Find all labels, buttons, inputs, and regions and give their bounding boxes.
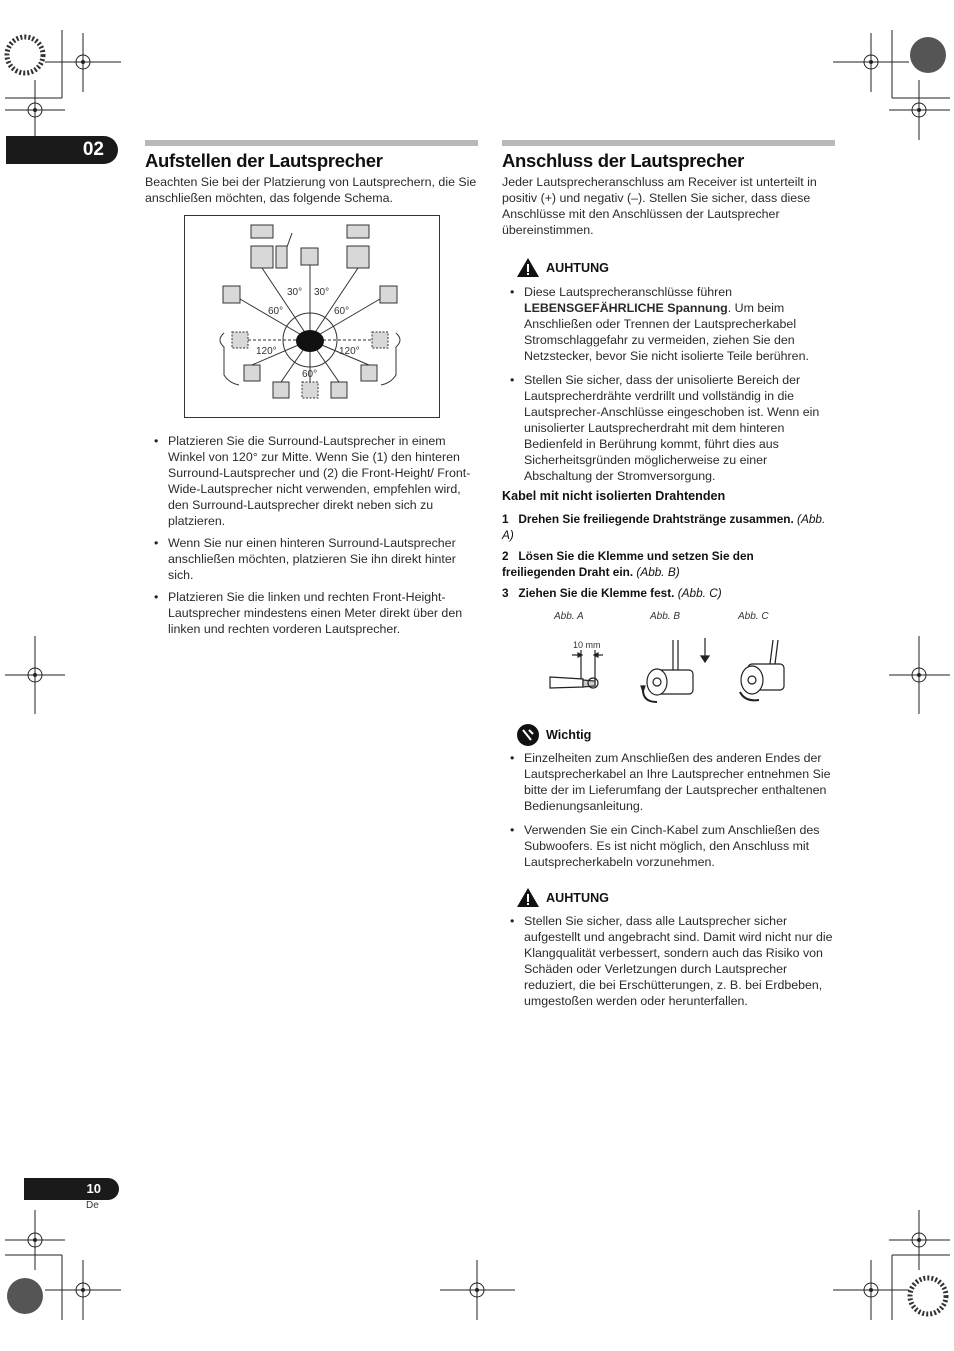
right-section-title: Anschluss der Lautsprecher	[502, 150, 745, 171]
language-code: De	[86, 1200, 99, 1211]
important-list	[502, 750, 838, 876]
wire-figures	[545, 630, 785, 710]
important-heading	[516, 723, 591, 747]
caution-list-2	[502, 913, 838, 1015]
angle-label-surround-left: 120°	[256, 346, 277, 357]
left-bullet-2: • Wenn Sie nur einen hinteren Surround-Lautsprecher anschließen möchten, platzieren Sie ihn direkt hinter sich.	[146, 535, 482, 583]
caution-heading-2	[516, 887, 609, 908]
left-bullet-1: • Platzieren Sie die Surround-Lautsprecher in einem Winkel von 120° zur Mitte. Wenn Sie (1) den hinteren Surround-Lautsprecher und (2) die Front-Height/ Front-Wide-Lautsprecher nicht verwenden, empfehlen wird, den Surround-Lautsprecher direkt neben sich zu platzieren.	[146, 433, 482, 529]
step-1: 1 Drehen Sie freiliegende Drahtstränge zusammen. (Abb. A)	[502, 512, 826, 542]
bare-wire-subheading: Kabel mit nicht isolierten Drahtenden	[502, 489, 726, 503]
speaker-placement-diagram	[184, 215, 440, 418]
right-section-rule	[502, 140, 835, 146]
angle-label-surround-right: 120°	[339, 346, 360, 357]
fig-b-caption: Abb. B	[650, 611, 681, 622]
page-number: 10	[24, 1178, 119, 1200]
caution-list-1	[502, 284, 838, 490]
angle-label-wide-right: 60°	[334, 306, 350, 317]
left-section-rule	[145, 140, 478, 146]
important-bullet-2: • Verwenden Sie ein Cinch-Kabel zum Anschließen des Subwoofers. Es ist nicht möglich, den Anschluss mit Lautsprecherkabeln vorzunehmen.	[502, 822, 838, 870]
important-icon	[516, 723, 540, 747]
fig-c-caption: Abb. C	[738, 611, 769, 622]
important-bullet-1: • Einzelheiten zum Anschließen des anderen Endes der Lautsprecherkabel an Ihre Lautsprecher entnehmen Sie bitte der im Lieferumfang der Lautsprecher enthaltenen Bedienungsanleitung.	[502, 750, 838, 814]
caution-label-2: AUHTUNG	[546, 890, 609, 905]
warning-icon	[516, 887, 540, 908]
angle-label-front-right: 30°	[314, 287, 330, 298]
fig-a-caption: Abb. A	[554, 611, 584, 622]
caution-2-bullet-1: • Stellen Sie sicher, dass alle Lautsprecher sicher aufgestellt und angebracht sind. Damit wird nicht nur die Klangqualität verbessert, sondern auch das Risiko von Schäden oder Verletzungen durch Lautsprecher reduziert, die bei Erschütterungen, z. B. bei Erdbeben, umgestoßen werden oder herunterfallen.	[502, 913, 838, 1009]
left-bullet-list	[146, 433, 482, 643]
right-intro: Jeder Lautsprecheranschluss am Receiver ist unterteilt in positiv (+) und negativ (–). Stellen Sie sicher, dass diese Anschlüsse mit den Anschlüssen der Lautsprecher übereinstimmen.	[502, 175, 817, 237]
warning-icon	[516, 257, 540, 278]
angle-label-back: 60°	[302, 369, 318, 380]
step-2: 2 Lösen Sie die Klemme und setzen Sie den freiliegenden Draht ein. (Abb. B)	[502, 549, 754, 579]
angle-label-wide-left: 60°	[268, 306, 284, 317]
chapter-tab: 02	[6, 136, 118, 164]
angle-label-front-left: 30°	[287, 287, 303, 298]
wire-length-label: 10 mm	[573, 640, 601, 650]
caution-label-1: AUHTUNG	[546, 260, 609, 275]
left-intro: Beachten Sie bei der Platzierung von Lautsprechern, die Sie anschließen möchten, das folgende Schema.	[145, 175, 477, 205]
step-3: 3 Ziehen Sie die Klemme fest. (Abb. C)	[502, 586, 722, 600]
left-bullet-3: • Platzieren Sie die linken und rechten Front-Height-Lautsprecher mindestens einen Meter direkt über den linken und rechten vorderen Lautsprecher.	[146, 589, 482, 637]
important-label: Wichtig	[546, 728, 592, 742]
caution-heading-1	[516, 257, 609, 278]
caution-1-bullet-2: • Stellen Sie sicher, dass der unisolierte Bereich der Lautsprecherdrähte verdrillt und vollständig in die Lautsprecher-Anschlüsse eingeschoben ist. Wenn ein unisolierter Lautsprecherdraht mit dem hinteren Bedienfeld in Berührung kommt, führt dies aus Sicherheitsgründen möglicherweise zu einer Abschaltung der Stromversorgung.	[502, 372, 838, 484]
caution-1-bullet-1: • Diese Lautsprecheranschlüsse führen LEBENSGEFÄHRLICHE Spannung. Um beim Anschließen oder Trennen der Lautsprecherkabel Stromschlaggefahr zu vermeiden, ziehen Sie den Netzstecker, bevor Sie nicht isolierte Teile berühren.	[502, 284, 838, 364]
left-section-title: Aufstellen der Lautsprecher	[145, 150, 383, 171]
